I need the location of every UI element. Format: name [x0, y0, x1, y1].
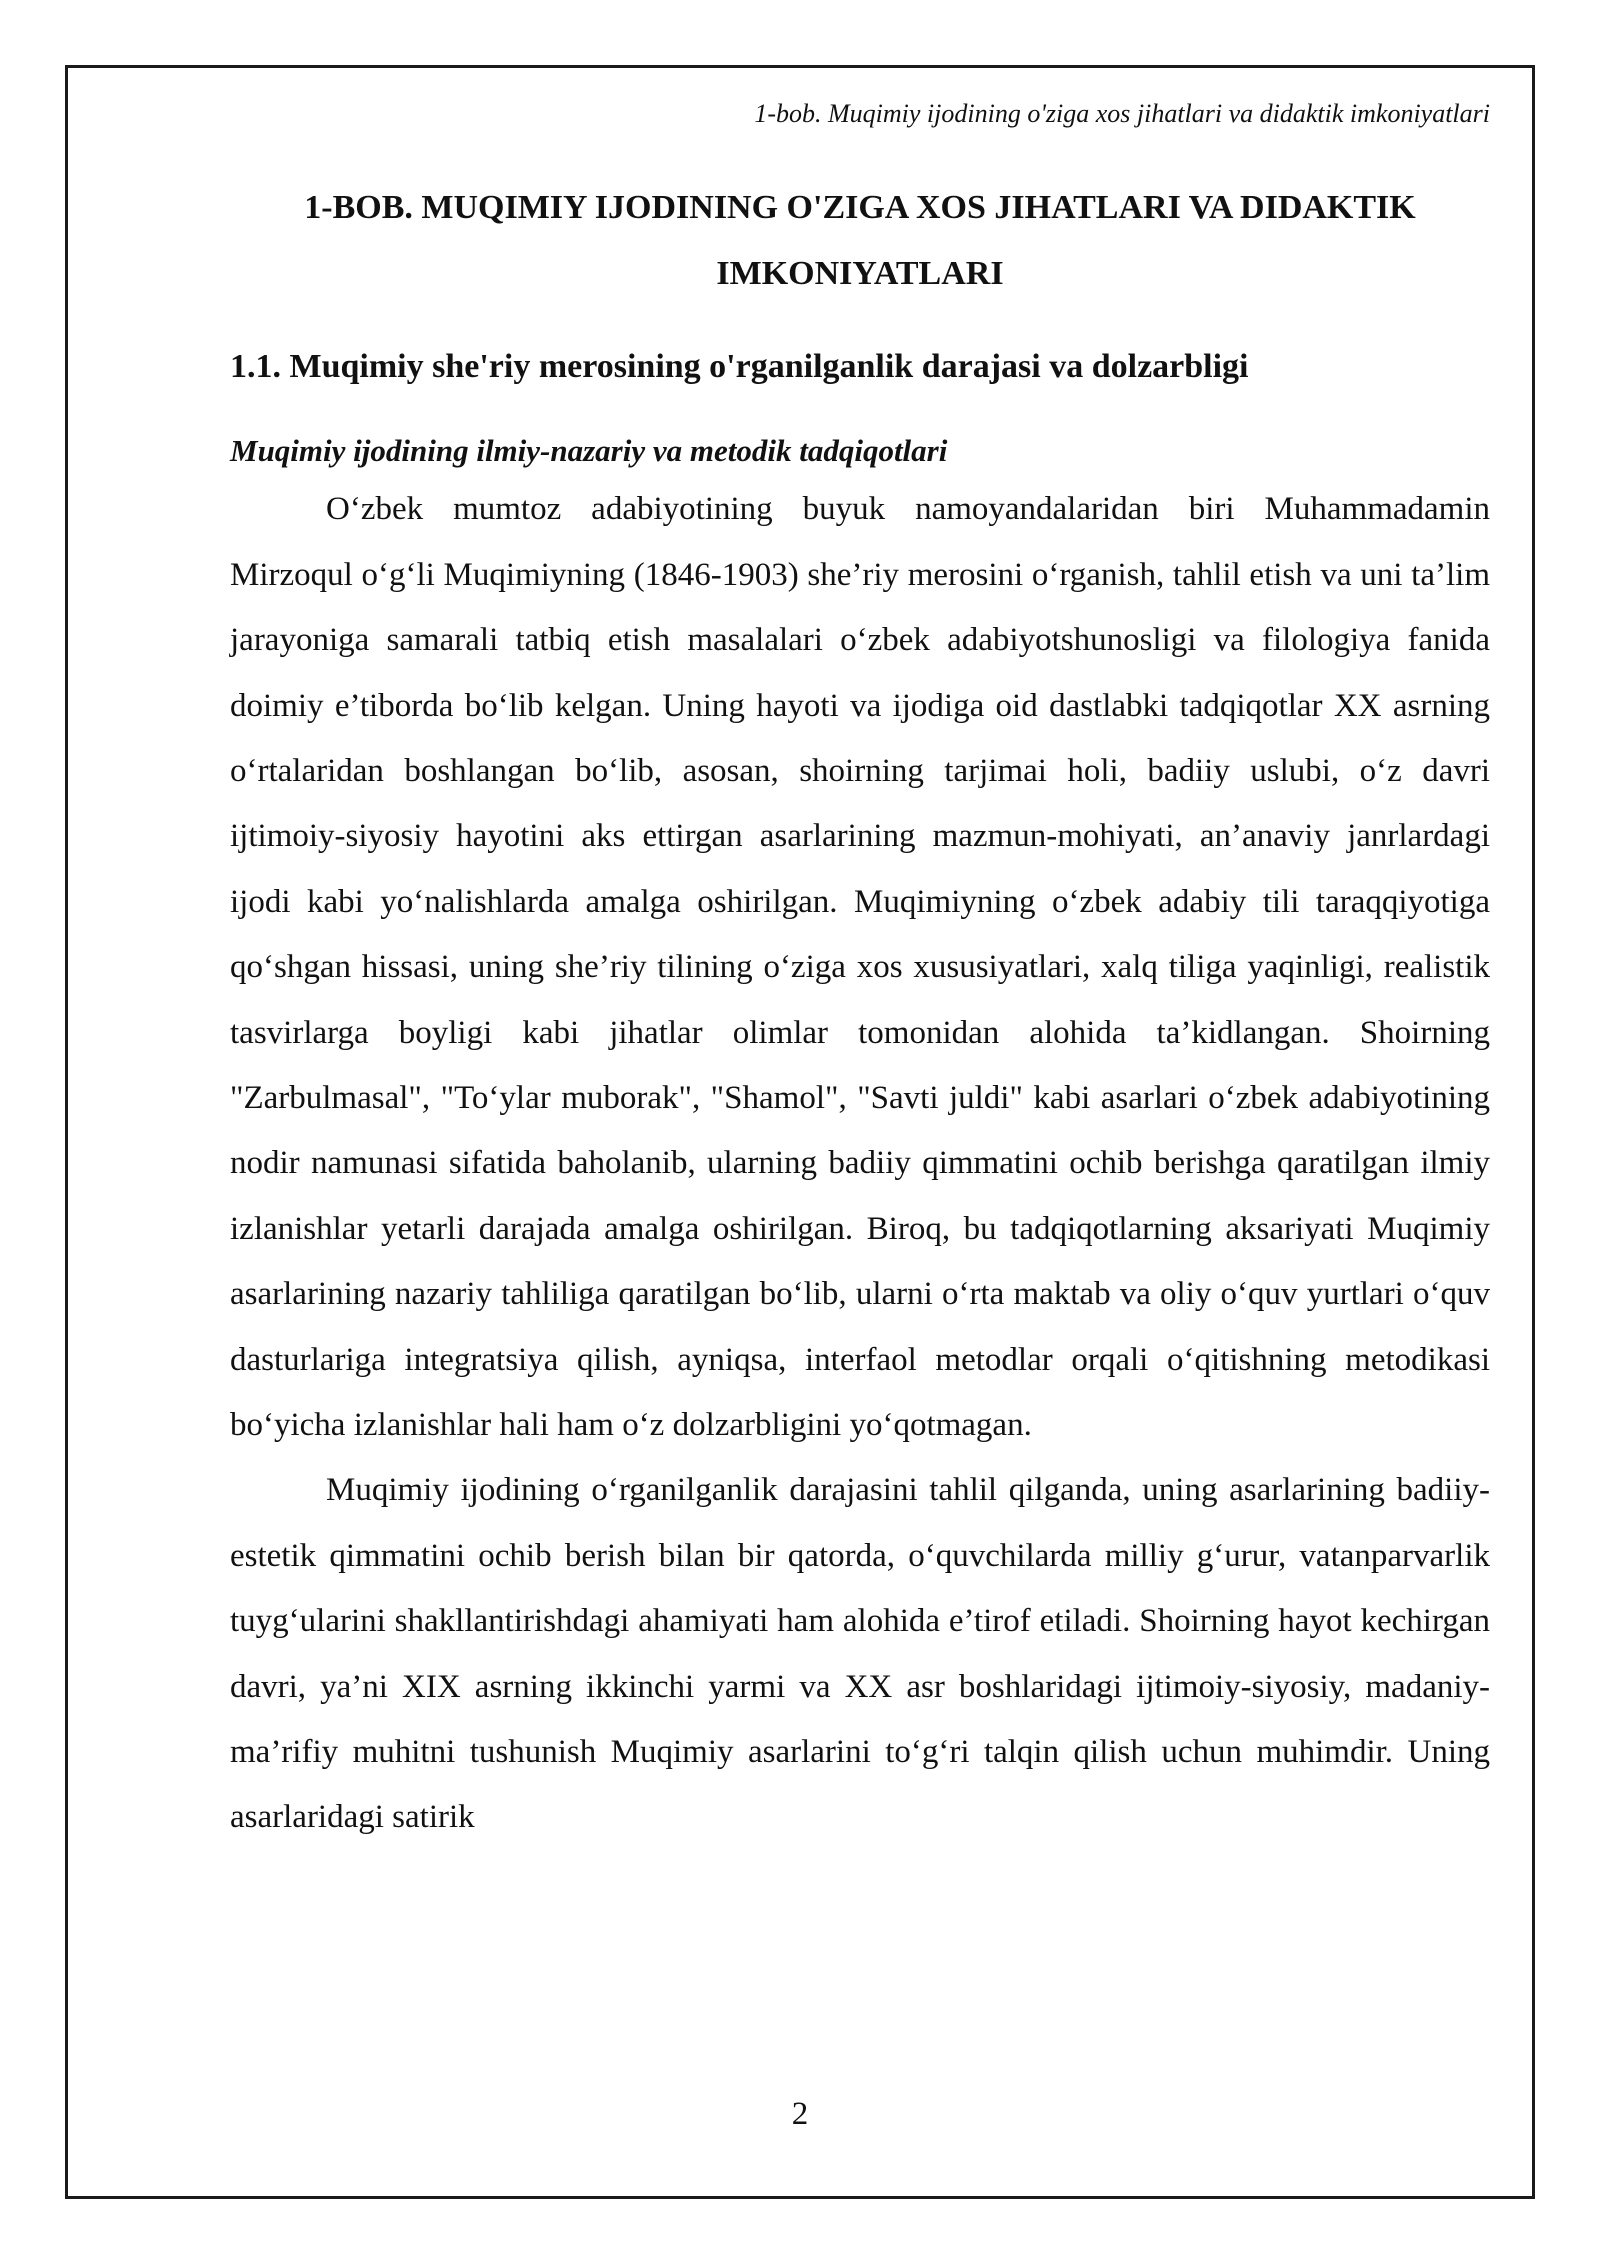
- chapter-title-line-2: IMKONIYATLARI: [716, 254, 1004, 292]
- body-paragraph-1: O‘zbek mumtoz adabiyotining buyuk namoyandalaridan biri Muhammadamin Mirzoqul o‘g‘li Muqimiyning (1846-1903) she’riy merosini o‘rganish, tahlil etish va uni ta’lim jarayoniga samarali tatbiq etish masalalari o‘zbek adabiyotshunosligi va filologiya fanida doimiy e’tiborda bo‘lib kelgan. Uning hayoti va ijodiga oid dastlabki tadqiqotlar XX asrning o‘rtalaridan boshlangan bo‘lib, asosan, shoirning tarjimai holi, badiiy uslubi, o‘z davri ijtimoiy-siyosiy hayotini aks ettirgan asarlarining mazmun-mohiyati, an’anaviy janrlardagi ijodi kabi yo‘nalishlarda amalga oshirilgan. Muqimiyning o‘zbek adabiy tili taraqqiyotiga qo‘shgan hissasi, uning she’riy tilining o‘ziga xos xususiyatlari, xalq tiliga yaqinligi, realistik tasvirlarga boyligi kabi jihatlar olimlar tomonidan alohida ta’kidlangan. Shoirning "Zarbulmasal", "To‘ylar muborak", "Shamol", "Savti juldi" kabi asarlari o‘zbek adabiyotining nodir namunasi sifatida baholanib, ularning badiiy qimmatini ochib berishga qaratilgan ilmiy izlanishlar yetarli darajada amalga oshirilgan. Biroq, bu tadqiqotlarning aksariyati Muqimiy asarlarining nazariy tahliliga qaratilgan bo‘lib, ularni o‘rta maktab va oliy o‘quv yurtlari o‘quv dasturlariga integratsiya qilish, ayniqsa, interfaol metodlar orqali o‘qitishning metodikasi bo‘yicha izlanishlar hali ham o‘z dolzarbligini yo‘qotmagan.: [230, 491, 1490, 1443]
- page-number: 2: [791, 2096, 809, 2132]
- subsection-title: Muqimiy ijodining ilmiy-nazariy va metodik tadqiqotlari: [230, 432, 948, 468]
- page-content: [230, 65, 1490, 1851]
- running-header: 1-bob. Muqimiy ijodining o'ziga xos jihatlari va didaktik imkoniyatlari: [754, 99, 1490, 128]
- section-title: 1.1. Muqimiy she'riy merosining o'rganilganlik darajasi va dolzarbligi: [230, 347, 1249, 385]
- chapter-title: [230, 175, 1490, 307]
- body-paragraph-2: Muqimiy ijodining o‘rganilganlik darajasini tahlil qilganda, uning asarlarining badiiy-estetik qimmatini ochib berish bilan bir qatorda, o‘quvchilarda milliy g‘urur, vatanparvarlik tuyg‘ularini shakllantirishdagi ahamiyati ham alohida e’tirof etiladi. Shoirning hayot kechirgan davri, ya’ni XIX asrning ikkinchi yarmi va XX asr boshlaridagi ijtimoiy-siyosiy, madaniy-ma’rifiy muhitni tushunish Muqimiy asarlarini to‘g‘ri talqin qilish uchun muhimdir. Uning asarlaridagi satirik: [230, 1472, 1490, 1836]
- chapter-title-line-1: 1-BOB. MUQIMIY IJODINING O'ZIGA XOS JIHATLARI VA DIDAKTIK: [304, 188, 1416, 226]
